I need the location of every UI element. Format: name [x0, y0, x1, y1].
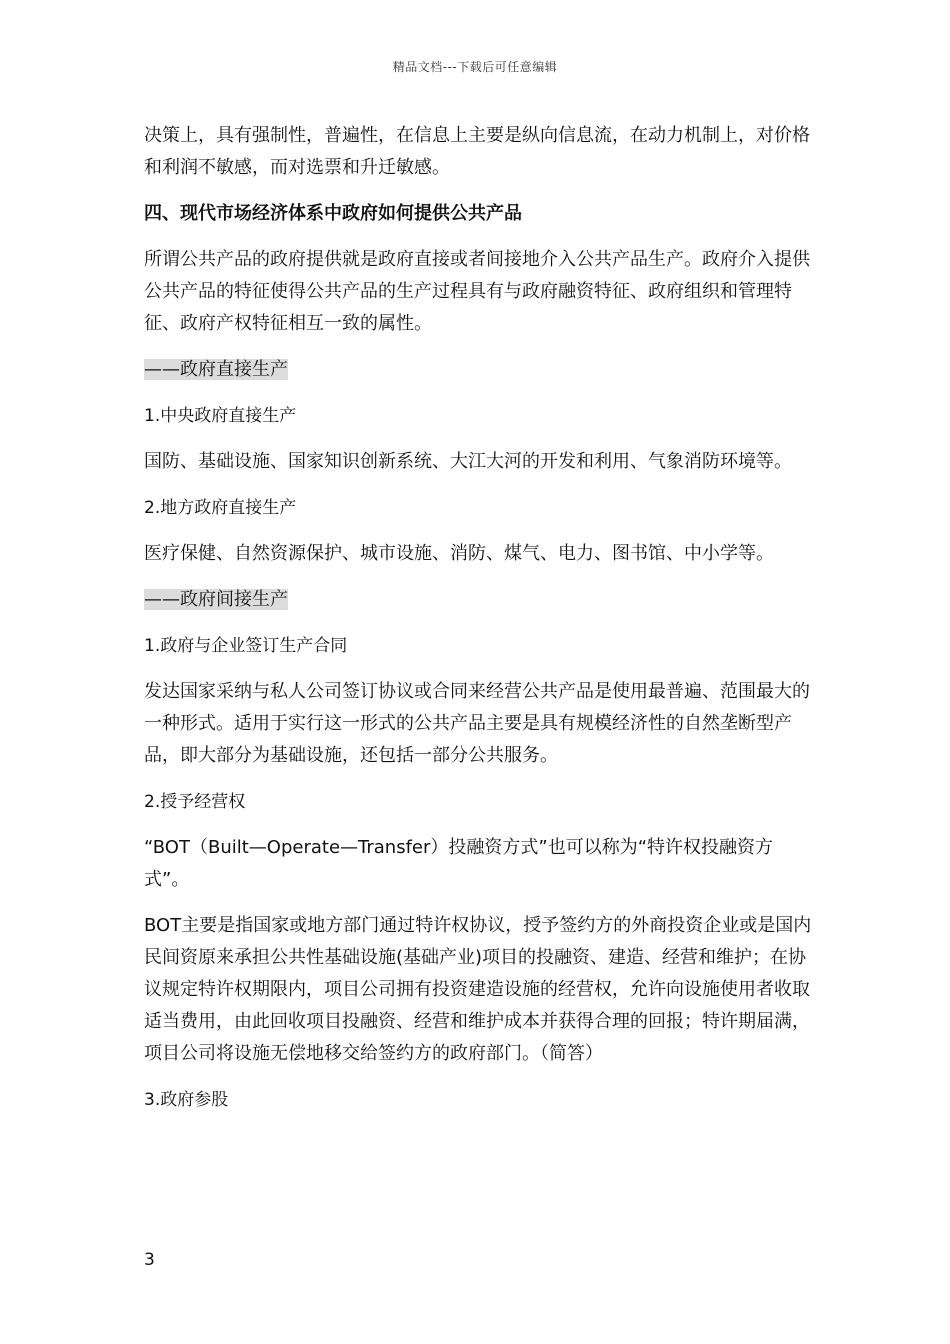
item-central-gov: 1.中央政府直接生产: [144, 406, 297, 426]
item-equity: 3.政府参股: [144, 1090, 229, 1110]
subheading-direct-production: [144, 354, 816, 386]
paragraph-bot-details: BOT主要是指国家或地方部门通过特许权协议，授予签约方的外商投资企业或是国内民间资原来承担公共性基础设施(基础产业)项目的投融资、建造、经营和维护；在协议规定特许权期限内，项目公司拥有投资建造设施的经营权，允许向设施使用者收取适当费用，由此回收项目投融资、经营和维护成本并获得合理的回报；特许期届满，项目公司将设施无偿地移交给签约方的政府部门。（简答）: [144, 915, 812, 1064]
paragraph-bot-definition: “BOT（Built—Operate—Transfer）投融资方式”也可以称为“特许权投融资方式”。: [144, 837, 774, 890]
paragraph-contract: 发达国家采纳与私人公司签订协议或合同来经营公共产品是使用最普遍、范围最大的一种形式。适用于实行这一形式的公共产品主要是具有规模经济性的自然垄断型产品，即大部分为基础设施，还包括一部分公共服务。: [144, 681, 810, 766]
paragraph-definition: 所谓公共产品的政府提供就是政府直接或者间接地介入公共产品生产。政府介入提供公共产品的特征使得公共产品的生产过程具有与政府融资特征、政府组织和管理特征、政府产权特征相互一致的属性。: [144, 249, 810, 334]
document-body: [144, 120, 816, 1130]
page-header: 精品文档---下载后可任意编辑: [392, 60, 558, 74]
paragraph-central-gov: 国防、基础设施、国家知识创新系统、大江大河的开发和利用、气象消防环境等。: [144, 451, 792, 472]
item-franchise: 2.授予经营权: [144, 792, 246, 812]
paragraph-decision: 决策上，具有强制性，普遍性，在信息上主要是纵向信息流，在动力机制上，对价格和利润不敏感，而对选票和升迁敏感。: [144, 125, 810, 178]
page-number: 3: [144, 1250, 155, 1270]
item-local-gov: 2.地方政府直接生产: [144, 498, 297, 518]
paragraph-local-gov: 医疗保健、自然资源保护、城市设施、消防、煤气、电力、图书馆、中小学等。: [144, 543, 774, 564]
section-heading-4: 四、现代市场经济体系中政府如何提供公共产品: [144, 203, 522, 224]
direct-production-label: ——政府直接生产: [144, 359, 288, 380]
item-contract: 1.政府与企业签订生产合同: [144, 636, 348, 656]
subheading-indirect-production: [144, 584, 816, 616]
indirect-production-label: ——政府间接生产: [144, 589, 288, 610]
